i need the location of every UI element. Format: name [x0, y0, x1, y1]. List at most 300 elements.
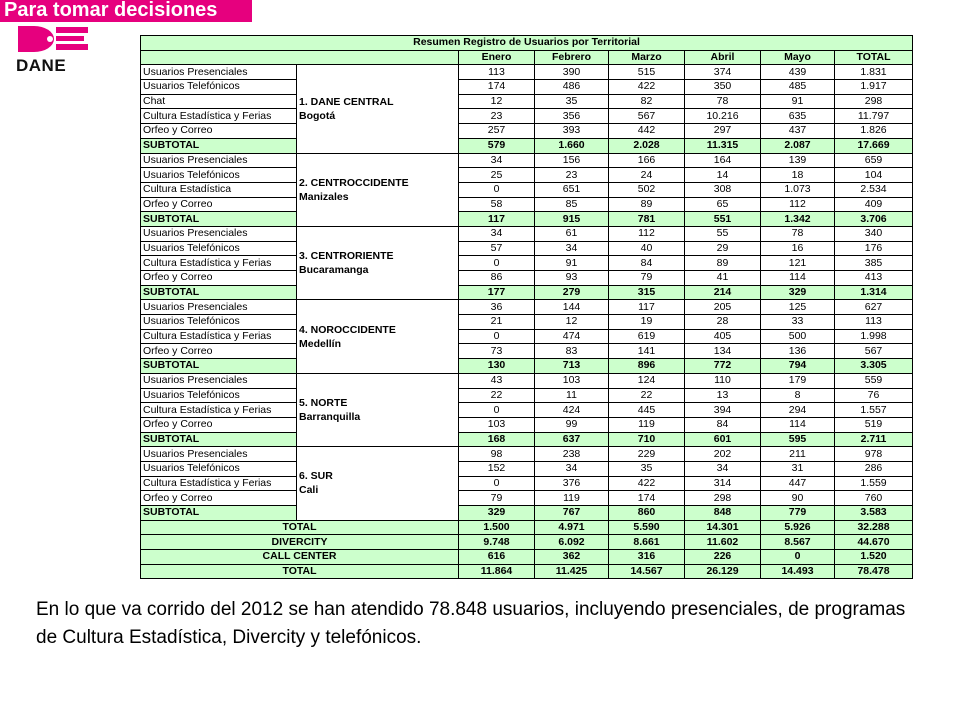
table-cell: 1.831 [835, 65, 913, 80]
table-row [141, 109, 913, 124]
table-cell: 18 [761, 168, 835, 183]
table-cell: 93 [535, 271, 609, 286]
table-cell: 19 [609, 315, 685, 330]
subtotal-cell: 117 [459, 212, 535, 227]
territory-cell [297, 153, 459, 226]
table-cell: 13 [685, 388, 761, 403]
row-label: Usuarios Telefónicos [141, 241, 297, 256]
subtotal-cell: 17.669 [835, 138, 913, 153]
table-cell: 485 [761, 80, 835, 95]
table-cell: 104 [835, 168, 913, 183]
table-cell: 134 [685, 344, 761, 359]
table-cell: 57 [459, 241, 535, 256]
total-cell: 8.567 [761, 535, 835, 550]
territory-city: Bucaramanga [299, 264, 369, 277]
table-cell: 33 [761, 315, 835, 330]
subtotal-cell: 1.314 [835, 285, 913, 300]
subtotal-cell: 794 [761, 359, 835, 374]
table-row [141, 344, 913, 359]
table-cell: 144 [535, 300, 609, 315]
column-header: TOTAL [835, 50, 913, 65]
total-cell: 5.590 [609, 520, 685, 535]
table-cell: 24 [609, 168, 685, 183]
table-cell: 34 [535, 461, 609, 476]
table-row [141, 124, 913, 139]
territory-name: 3. CENTRORIENTE [299, 250, 394, 263]
table-row [141, 168, 913, 183]
table-cell: 25 [459, 168, 535, 183]
row-label: Cultura Estadística y Ferias [141, 476, 297, 491]
table-cell: 139 [761, 153, 835, 168]
subtotal-cell: 713 [535, 359, 609, 374]
subtotal-cell: 595 [761, 432, 835, 447]
table-cell: 1.557 [835, 403, 913, 418]
subtotal-cell: 2.711 [835, 432, 913, 447]
subtotal-label: SUBTOTAL [141, 359, 297, 374]
table-row [141, 417, 913, 432]
table-cell: 390 [535, 65, 609, 80]
table-cell: 36 [459, 300, 535, 315]
subtotal-row [141, 506, 913, 521]
territory-cell [297, 373, 459, 446]
subtotal-cell: 279 [535, 285, 609, 300]
table-cell: 413 [835, 271, 913, 286]
table-cell: 439 [761, 65, 835, 80]
table-cell: 502 [609, 182, 685, 197]
table-cell: 16 [761, 241, 835, 256]
territory-name: 6. SUR [299, 470, 333, 483]
table-cell: 10.216 [685, 109, 761, 124]
subtotal-row [141, 432, 913, 447]
total-cell: 4.971 [535, 520, 609, 535]
table-cell: 35 [609, 461, 685, 476]
territory-name: 4. NOROCCIDENTE [299, 323, 396, 336]
table-row [141, 461, 913, 476]
subtotal-cell: 860 [609, 506, 685, 521]
table-cell: 141 [609, 344, 685, 359]
table-cell: 12 [535, 315, 609, 330]
column-header: Abril [685, 50, 761, 65]
table-cell: 103 [459, 417, 535, 432]
table-cell: 119 [609, 417, 685, 432]
logo-wordmark: DANE [16, 56, 67, 75]
table-cell: 43 [459, 373, 535, 388]
territory-cell [297, 300, 459, 373]
territory-city: Barranquilla [299, 411, 361, 424]
row-label: Usuarios Presenciales [141, 373, 297, 388]
table-cell: 110 [685, 373, 761, 388]
table-cell: 559 [835, 373, 913, 388]
subtotal-cell: 896 [609, 359, 685, 374]
subtotal-cell: 781 [609, 212, 685, 227]
table-cell: 79 [609, 271, 685, 286]
table-cell: 202 [685, 447, 761, 462]
row-label: Usuarios Telefónicos [141, 388, 297, 403]
row-label: Usuarios Telefónicos [141, 315, 297, 330]
table-row [141, 491, 913, 506]
subtotal-cell: 3.706 [835, 212, 913, 227]
subtotal-label: SUBTOTAL [141, 285, 297, 300]
subtotal-row [141, 359, 913, 374]
header-blank [141, 50, 459, 65]
total-cell: 0 [761, 550, 835, 565]
total-cell: 5.926 [761, 520, 835, 535]
table-cell: 350 [685, 80, 761, 95]
subtotal-cell: 915 [535, 212, 609, 227]
column-header: Marzo [609, 50, 685, 65]
table-cell: 112 [609, 226, 685, 241]
subtotal-cell: 214 [685, 285, 761, 300]
table-cell: 445 [609, 403, 685, 418]
table-cell: 314 [685, 476, 761, 491]
table-cell: 651 [535, 182, 609, 197]
table-cell: 978 [835, 447, 913, 462]
table-cell: 238 [535, 447, 609, 462]
table-row [141, 447, 913, 462]
table-cell: 298 [835, 94, 913, 109]
territory-name: 2. CENTROCCIDENTE [299, 176, 409, 189]
table-cell: 91 [535, 256, 609, 271]
table-row [141, 329, 913, 344]
table-row [141, 388, 913, 403]
subtotal-row [141, 285, 913, 300]
table-cell: 2.534 [835, 182, 913, 197]
subtotal-cell: 1.342 [761, 212, 835, 227]
total-cell: 1.520 [835, 550, 913, 565]
row-label: Usuarios Presenciales [141, 153, 297, 168]
table-cell: 515 [609, 65, 685, 80]
table-cell: 98 [459, 447, 535, 462]
table-cell: 84 [609, 256, 685, 271]
table-cell: 89 [609, 197, 685, 212]
row-label: Cultura Estadística [141, 182, 297, 197]
subtotal-label: SUBTOTAL [141, 506, 297, 521]
table-cell: 174 [459, 80, 535, 95]
total-cell: 44.670 [835, 535, 913, 550]
table-cell: 34 [685, 461, 761, 476]
total-label: CALL CENTER [141, 550, 459, 565]
table-row [141, 226, 913, 241]
subtotal-cell: 637 [535, 432, 609, 447]
subtotal-cell: 848 [685, 506, 761, 521]
subtotal-cell: 772 [685, 359, 761, 374]
subtotal-row [141, 138, 913, 153]
subtotal-label: SUBTOTAL [141, 212, 297, 227]
column-header: Enero [459, 50, 535, 65]
table-cell: 103 [535, 373, 609, 388]
table-cell: 635 [761, 109, 835, 124]
table-cell: 23 [459, 109, 535, 124]
row-label: Cultura Estadística y Ferias [141, 109, 297, 124]
subtotal-cell: 601 [685, 432, 761, 447]
subtotal-cell: 315 [609, 285, 685, 300]
table-cell: 34 [459, 153, 535, 168]
table-row [141, 80, 913, 95]
table-cell: 179 [761, 373, 835, 388]
table-cell: 340 [835, 226, 913, 241]
table-cell: 84 [685, 417, 761, 432]
row-label: Orfeo y Correo [141, 124, 297, 139]
table-cell: 519 [835, 417, 913, 432]
subtotal-cell: 579 [459, 138, 535, 153]
subtotal-cell: 2.087 [761, 138, 835, 153]
territory-name: 1. DANE CENTRAL [299, 95, 394, 108]
table-cell: 22 [459, 388, 535, 403]
total-cell: 11.602 [685, 535, 761, 550]
table-cell: 34 [459, 226, 535, 241]
table-title: Resumen Registro de Usuarios por Territorial [141, 36, 913, 51]
total-cell: 14.301 [685, 520, 761, 535]
table-cell: 500 [761, 329, 835, 344]
table-cell: 156 [535, 153, 609, 168]
table-cell: 486 [535, 80, 609, 95]
table-row [141, 271, 913, 286]
table-cell: 166 [609, 153, 685, 168]
total-label: TOTAL [141, 520, 459, 535]
subtotal-cell: 11.315 [685, 138, 761, 153]
table-cell: 374 [685, 65, 761, 80]
table-cell: 29 [685, 241, 761, 256]
table-cell: 1.073 [761, 182, 835, 197]
table-cell: 82 [609, 94, 685, 109]
territory-city: Bogotá [299, 109, 336, 122]
table-cell: 91 [761, 94, 835, 109]
column-header: Febrero [535, 50, 609, 65]
row-label: Chat [141, 94, 297, 109]
subtotal-row [141, 212, 913, 227]
subtotal-cell: 130 [459, 359, 535, 374]
table-cell: 567 [609, 109, 685, 124]
table-cell: 85 [535, 197, 609, 212]
row-label: Usuarios Presenciales [141, 226, 297, 241]
table-cell: 14 [685, 168, 761, 183]
table-cell: 78 [761, 226, 835, 241]
table-cell: 0 [459, 329, 535, 344]
table-cell: 0 [459, 182, 535, 197]
table-cell: 308 [685, 182, 761, 197]
row-label: Cultura Estadística y Ferias [141, 329, 297, 344]
table-cell: 376 [535, 476, 609, 491]
total-cell: 9.748 [459, 535, 535, 550]
table-cell: 119 [535, 491, 609, 506]
total-row [141, 564, 913, 579]
table-row [141, 241, 913, 256]
table-cell: 474 [535, 329, 609, 344]
summary-caption: En lo que va corrido del 2012 se han atendido 78.848 usuarios, incluyendo presenciales, de programas de Cultura Estadística, Divercity y telefónicos. [36, 599, 906, 648]
table-cell: 393 [535, 124, 609, 139]
table-row [141, 65, 913, 80]
row-label: Usuarios Telefónicos [141, 80, 297, 95]
table-cell: 124 [609, 373, 685, 388]
row-label: Usuarios Telefónicos [141, 461, 297, 476]
table-cell: 40 [609, 241, 685, 256]
total-cell: 78.478 [835, 564, 913, 579]
table-row [141, 153, 913, 168]
table-cell: 114 [761, 271, 835, 286]
subtotal-cell: 779 [761, 506, 835, 521]
table-cell: 760 [835, 491, 913, 506]
total-row [141, 550, 913, 565]
subtotal-label: SUBTOTAL [141, 138, 297, 153]
subtotal-cell: 168 [459, 432, 535, 447]
table-cell: 11.797 [835, 109, 913, 124]
table-cell: 0 [459, 476, 535, 491]
table-title-row [141, 36, 913, 51]
table-cell: 297 [685, 124, 761, 139]
table-cell: 117 [609, 300, 685, 315]
total-label: DIVERCITY [141, 535, 459, 550]
subtotal-cell: 177 [459, 285, 535, 300]
row-label: Orfeo y Correo [141, 271, 297, 286]
table-cell: 424 [535, 403, 609, 418]
table-cell: 1.826 [835, 124, 913, 139]
subtotal-cell: 710 [609, 432, 685, 447]
table-cell: 205 [685, 300, 761, 315]
table-cell: 86 [459, 271, 535, 286]
column-header: Mayo [761, 50, 835, 65]
row-label: Usuarios Presenciales [141, 447, 297, 462]
table-cell: 55 [685, 226, 761, 241]
table-cell: 78 [685, 94, 761, 109]
subtotal-cell: 329 [761, 285, 835, 300]
table-cell: 21 [459, 315, 535, 330]
table-row [141, 476, 913, 491]
total-cell: 11.864 [459, 564, 535, 579]
table-row [141, 315, 913, 330]
table-cell: 65 [685, 197, 761, 212]
table-cell: 422 [609, 80, 685, 95]
table-cell: 356 [535, 109, 609, 124]
territory-city: Medellín [299, 337, 342, 350]
table-cell: 8 [761, 388, 835, 403]
table-cell: 35 [535, 94, 609, 109]
table-row [141, 182, 913, 197]
table-row [141, 256, 913, 271]
row-label: Orfeo y Correo [141, 491, 297, 506]
table-row [141, 373, 913, 388]
table-cell: 1.559 [835, 476, 913, 491]
table-cell: 90 [761, 491, 835, 506]
table-cell: 442 [609, 124, 685, 139]
table-cell: 229 [609, 447, 685, 462]
total-cell: 14.493 [761, 564, 835, 579]
table-cell: 1.998 [835, 329, 913, 344]
table-row [141, 403, 913, 418]
total-cell: 14.567 [609, 564, 685, 579]
table-cell: 58 [459, 197, 535, 212]
table-header-row [141, 50, 913, 65]
slogan-text: Para tomar decisiones [4, 0, 218, 21]
table-cell: 61 [535, 226, 609, 241]
table-cell: 409 [835, 197, 913, 212]
table-cell: 113 [835, 315, 913, 330]
total-cell: 8.661 [609, 535, 685, 550]
row-label: Usuarios Presenciales [141, 300, 297, 315]
table-cell: 41 [685, 271, 761, 286]
table-cell: 437 [761, 124, 835, 139]
table-row [141, 300, 913, 315]
table-cell: 28 [685, 315, 761, 330]
subtotal-cell: 767 [535, 506, 609, 521]
table-cell: 164 [685, 153, 761, 168]
row-label: Orfeo y Correo [141, 344, 297, 359]
table-cell: 298 [685, 491, 761, 506]
table-cell: 136 [761, 344, 835, 359]
table-cell: 211 [761, 447, 835, 462]
table-cell: 113 [459, 65, 535, 80]
total-cell: 226 [685, 550, 761, 565]
table-cell: 286 [835, 461, 913, 476]
total-cell: 32.288 [835, 520, 913, 535]
table-cell: 125 [761, 300, 835, 315]
table-cell: 112 [761, 197, 835, 212]
territory-city: Cali [299, 484, 319, 497]
territory-city: Manizales [299, 190, 349, 203]
row-label: Usuarios Presenciales [141, 65, 297, 80]
territory-cell [297, 226, 459, 299]
slogan-banner [0, 0, 252, 22]
total-cell: 362 [535, 550, 609, 565]
table-cell: 76 [835, 388, 913, 403]
table-cell: 447 [761, 476, 835, 491]
table-cell: 257 [459, 124, 535, 139]
table-cell: 34 [535, 241, 609, 256]
row-label: Orfeo y Correo [141, 197, 297, 212]
total-row [141, 520, 913, 535]
table-cell: 31 [761, 461, 835, 476]
row-label: Cultura Estadística y Ferias [141, 256, 297, 271]
table-cell: 0 [459, 403, 535, 418]
row-label: Usuarios Telefónicos [141, 168, 297, 183]
table-cell: 114 [761, 417, 835, 432]
table-cell: 99 [535, 417, 609, 432]
table-cell: 422 [609, 476, 685, 491]
table-cell: 1.917 [835, 80, 913, 95]
table-cell: 627 [835, 300, 913, 315]
table-cell: 385 [835, 256, 913, 271]
table-cell: 23 [535, 168, 609, 183]
total-row [141, 535, 913, 550]
table-cell: 174 [609, 491, 685, 506]
table-row [141, 94, 913, 109]
table-cell: 567 [835, 344, 913, 359]
user-registry-table [140, 35, 913, 579]
table-cell: 22 [609, 388, 685, 403]
table-cell: 79 [459, 491, 535, 506]
table-cell: 405 [685, 329, 761, 344]
row-label: Orfeo y Correo [141, 417, 297, 432]
table-cell: 73 [459, 344, 535, 359]
table-cell: 89 [685, 256, 761, 271]
table-cell: 11 [535, 388, 609, 403]
table-cell: 83 [535, 344, 609, 359]
table-cell: 619 [609, 329, 685, 344]
total-cell: 1.500 [459, 520, 535, 535]
subtotal-cell: 3.305 [835, 359, 913, 374]
subtotal-label: SUBTOTAL [141, 432, 297, 447]
table-cell: 0 [459, 256, 535, 271]
total-cell: 316 [609, 550, 685, 565]
territory-cell [297, 65, 459, 153]
table-cell: 659 [835, 153, 913, 168]
table-cell: 152 [459, 461, 535, 476]
subtotal-cell: 3.583 [835, 506, 913, 521]
table-cell: 121 [761, 256, 835, 271]
table-cell: 12 [459, 94, 535, 109]
total-cell: 11.425 [535, 564, 609, 579]
total-cell: 26.129 [685, 564, 761, 579]
subtotal-cell: 329 [459, 506, 535, 521]
